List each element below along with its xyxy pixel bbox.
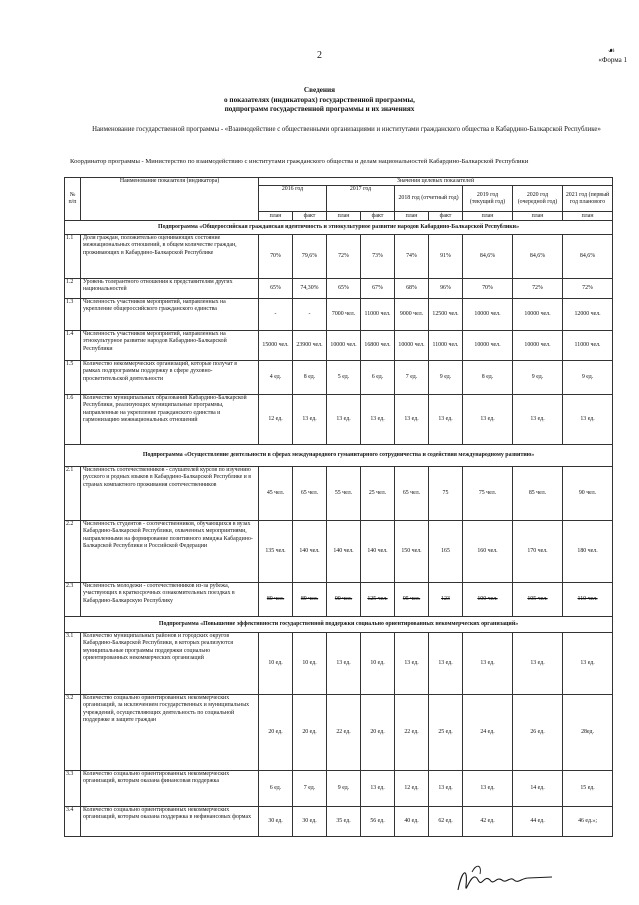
indicator-value: 90 чел. [563, 467, 613, 521]
indicator-value: 11000 чел. [563, 331, 613, 361]
indicator-value: 135 чел. [259, 521, 293, 583]
row-number: 1.2 [65, 279, 81, 299]
indicator-value: 55 чел. [327, 467, 361, 521]
col-num-header: № п/п [65, 178, 81, 221]
indicator-value: 110 чел. [563, 583, 613, 617]
indicator-value: 13 ед. [293, 395, 327, 445]
indicator-value: 10000 чел. [395, 331, 429, 361]
plan-header: план [259, 212, 293, 221]
indicator-value: 13 ед. [361, 395, 395, 445]
indicator-value: 72% [513, 279, 563, 299]
table-row [65, 331, 613, 361]
table-row [65, 299, 613, 331]
year-header: 2020 год (очередной год) [513, 186, 563, 212]
row-number: 2.3 [65, 583, 81, 617]
col-values-header: Значения целевых показателей [259, 178, 613, 186]
indicator-value: 91% [429, 235, 463, 279]
indicator-value: 170 чел. [513, 521, 563, 583]
table-row [65, 279, 613, 299]
indicators-table [64, 177, 613, 837]
indicator-value: 56 ед. [361, 807, 395, 837]
indicator-value: 73% [361, 235, 395, 279]
indicator-value: 72% [563, 279, 613, 299]
row-number: 1.4 [65, 331, 81, 361]
indicator-value: 6 ед. [361, 361, 395, 395]
indicator-value: 13 ед. [463, 771, 513, 807]
year-header: 2017 год [327, 186, 395, 212]
row-number: 3.4 [65, 807, 81, 837]
indicator-value: 10000 чел. [513, 299, 563, 331]
plan-header: план [395, 212, 429, 221]
row-number: 2.2 [65, 521, 81, 583]
signature [452, 860, 562, 902]
subprogram-title: Подпрограмма «Осуществление деятельности в сферах международного гуманитарного сотрудничества и содействия международному развитию» [65, 445, 613, 467]
indicator-value: 14 ед. [513, 771, 563, 807]
indicator-value: 70% [259, 235, 293, 279]
indicator-value: 25 ед. [429, 695, 463, 771]
indicator-value: 16800 чел. [361, 331, 395, 361]
table-row [65, 583, 613, 617]
plan-header: план [513, 212, 563, 221]
indicator-value: 100 чел. [463, 583, 513, 617]
indicator-value: 13 ед. [563, 633, 613, 695]
indicator-value: 9000 чел. [395, 299, 429, 331]
indicator-name: Количество социально ориентированных некоммерческих организаций, за исключением государственных и муниципальных учреждений, осуществляющих деятельность по социальной поддержке и защите граждан [81, 695, 259, 771]
indicator-value: 26 ед. [513, 695, 563, 771]
indicator-value: 44 ед. [513, 807, 563, 837]
indicator-value: 89 чел. [293, 583, 327, 617]
indicator-value: 65% [327, 279, 361, 299]
indicator-value: 65 чел. [293, 467, 327, 521]
table-row [65, 807, 613, 837]
indicator-value: 10000 чел. [327, 331, 361, 361]
indicator-value: 23900 чел. [293, 331, 327, 361]
plan-header: план [563, 212, 613, 221]
indicator-value: 75 чел. [463, 467, 513, 521]
indicator-value: 8 ед. [293, 361, 327, 395]
indicator-value: 5 ед. [327, 361, 361, 395]
year-header: 2021 год (первый год планового [563, 186, 613, 212]
margin-mark: ☙ [607, 46, 615, 55]
title-line: о показателях (индикаторах) государственной программы, [224, 95, 415, 104]
table-row [65, 695, 613, 771]
indicator-value: 30 ед. [293, 807, 327, 837]
indicator-value: 68% [395, 279, 429, 299]
form-label: «Форма 1 [598, 56, 627, 64]
indicator-value: 13 ед. [429, 633, 463, 695]
indicator-value: 62 ед. [429, 807, 463, 837]
indicator-value: 84,6% [463, 235, 513, 279]
indicator-value: 70% [463, 279, 513, 299]
table-row [65, 235, 613, 279]
indicator-value: 13 ед. [395, 633, 429, 695]
indicator-value: 35 ед. [327, 807, 361, 837]
program-name: Наименование государственной программы - «Взаимодействие с общественными организациями и институтами гражданского общества в Кабардино-Балкарской Республике» [92, 126, 601, 133]
indicator-value: - [259, 299, 293, 331]
year-header: 2018 год (отчетный год) [395, 186, 463, 212]
indicator-value: 140 чел. [327, 521, 361, 583]
indicator-value: 13 ед. [429, 395, 463, 445]
indicator-value: 9 ед. [429, 361, 463, 395]
indicator-value: 8 ед. [463, 361, 513, 395]
indicator-value: 9 ед. [563, 361, 613, 395]
indicator-value: 84,6% [513, 235, 563, 279]
indicator-value: 95 чел. [395, 583, 429, 617]
indicator-value: 10000 чел. [463, 299, 513, 331]
row-number: 3.2 [65, 695, 81, 771]
indicator-name: Количество муниципальных образований Кабардино-Балкарской Республики, реализующих муниципальные программы, направленные на укрепление гражданского единства и гармонизацию межнациональных отношений [81, 395, 259, 445]
indicator-value: 75 [429, 467, 463, 521]
indicator-value: 180 чел. [563, 521, 613, 583]
indicator-name: Количество социально ориентированных некоммерческих организаций, которым оказана финансовая поддержка [81, 771, 259, 807]
indicator-value: 9 ед. [327, 771, 361, 807]
indicator-value: 30 ед. [259, 807, 293, 837]
indicator-name: Количество социально ориентированных некоммерческих организаций, которым оказана поддержка в нефинансовых формах [81, 807, 259, 837]
indicator-value: 10000 чел. [463, 331, 513, 361]
row-number: 1.6 [65, 395, 81, 445]
indicator-value: 80 чел. [259, 583, 293, 617]
fact-header: факт [429, 212, 463, 221]
indicator-value: 125 чел. [361, 583, 395, 617]
row-number: 3.3 [65, 771, 81, 807]
indicator-value: 12500 чел. [429, 299, 463, 331]
indicator-value: 13 ед. [361, 771, 395, 807]
indicator-value: 12 ед. [395, 771, 429, 807]
indicator-value: 13 ед. [463, 395, 513, 445]
indicator-value: 22 ед. [395, 695, 429, 771]
table-row [65, 361, 613, 395]
indicator-value: 20 ед. [361, 695, 395, 771]
row-number: 3.1 [65, 633, 81, 695]
indicator-value: 15000 чел. [259, 331, 293, 361]
indicator-value: 65% [259, 279, 293, 299]
table-row [65, 633, 613, 695]
indicator-name: Доля граждан, положительно оценивающих состояние межнациональных отношений, в общем количестве граждан, проживающих в Кабардино-Балкарской Республике [81, 235, 259, 279]
indicator-value: 9 ед. [513, 361, 563, 395]
indicator-value: 85 чел. [513, 467, 563, 521]
table-row [65, 395, 613, 445]
fact-header: факт [361, 212, 395, 221]
subprogram-title: Подпрограмма «Общероссийская гражданская идентичность и этнокультурное развитие народов Кабардино-Балкарской Республики» [65, 221, 613, 235]
indicator-name: Количество муниципальных районов и городских округов Кабардино-Балкарской Республики, в которых реализуются муниципальные программы поддержки социально ориентированных некоммерческих организаций [81, 633, 259, 695]
indicator-value: 13 ед. [563, 395, 613, 445]
indicator-value: 25 чел. [361, 467, 395, 521]
indicator-value: 13 ед. [463, 633, 513, 695]
indicator-name: Уровень толерантного отношения к представителям других национальностей [81, 279, 259, 299]
indicator-value: 40 ед. [395, 807, 429, 837]
table-row [65, 771, 613, 807]
row-number: 1.3 [65, 299, 81, 331]
indicator-value: 24 ед. [463, 695, 513, 771]
indicator-value: 12000 чел. [563, 299, 613, 331]
indicator-value: 45 чел. [259, 467, 293, 521]
indicator-value: 65 чел. [395, 467, 429, 521]
indicator-value: 7 ед. [395, 361, 429, 395]
indicator-value: 12 ед. [259, 395, 293, 445]
indicator-value: - [293, 299, 327, 331]
year-header: 2016 год [259, 186, 327, 212]
indicator-value: 20 ед. [293, 695, 327, 771]
indicator-value: 22 ед. [327, 695, 361, 771]
indicator-value: 123 [429, 583, 463, 617]
table-row [65, 467, 613, 521]
row-number: 2.1 [65, 467, 81, 521]
indicator-name: Численность участников мероприятий, направленных на этнокультурное развитие народов Кабардино-Балкарской Республики [81, 331, 259, 361]
indicator-value: 4 ед. [259, 361, 293, 395]
indicator-value: 7000 чел. [327, 299, 361, 331]
subprogram-title: Подпрограмма «Повышение эффективности государственной поддержки социально ориентированных некоммерческих организаций» [65, 617, 613, 633]
indicator-value: 74,30% [293, 279, 327, 299]
indicator-value: 13 ед. [327, 395, 361, 445]
indicator-value: 20 ед. [259, 695, 293, 771]
indicator-value: 165 [429, 521, 463, 583]
indicator-value: 72% [327, 235, 361, 279]
indicator-value: 28ед. [563, 695, 613, 771]
indicator-name: Численность участников мероприятий, направленных на укрепление общероссийского гражданского единства [81, 299, 259, 331]
indicator-value: 67% [361, 279, 395, 299]
row-number: 1.1 [65, 235, 81, 279]
indicator-value: 140 чел. [361, 521, 395, 583]
indicator-name: Количество некоммерческих организаций, которые получат в рамках подпрограммы поддержку в сфере духовно-просветительской деятельности [81, 361, 259, 395]
indicator-value: 11000 чел. [361, 299, 395, 331]
indicator-value: 13 ед. [327, 633, 361, 695]
indicator-value: 13 ед. [513, 395, 563, 445]
indicator-value: 150 чел. [395, 521, 429, 583]
indicator-value: 105 чел. [513, 583, 563, 617]
program-coordinator: Координатор программы - Министерство по взаимодействию с институтами гражданского общества и делам национальностей Кабардино-Балкарской Республики [70, 158, 529, 165]
indicator-value: 13 ед. [395, 395, 429, 445]
indicator-name: Численность соотечественников - слушателей курсов по изучению русского и родных языков в Кабардино-Балкарской Республике и в странах компактного проживания соотечественников [81, 467, 259, 521]
indicator-value: 79,6% [293, 235, 327, 279]
indicator-name: Численность студентов - соотечественников, обучающихся в вузах Кабардино-Балкарской Республики, охваченных мероприятиями, направленными на формирование позитивного имиджа Кабардино-Балкарской Республики и Российской Федерации [81, 521, 259, 583]
indicator-value: 15 ед. [563, 771, 613, 807]
col-name-header: Наименование показателя (индикатора) [81, 178, 259, 221]
indicator-value: 13 ед. [429, 771, 463, 807]
indicator-value: 10 ед. [361, 633, 395, 695]
indicator-value: 10000 чел. [513, 331, 563, 361]
indicator-value: 42 ед. [463, 807, 513, 837]
indicator-value: 96% [429, 279, 463, 299]
plan-header: план [463, 212, 513, 221]
indicator-value: 10 ед. [259, 633, 293, 695]
indicator-value: 46 ед.»; [563, 807, 613, 837]
table-row [65, 521, 613, 583]
title-line: Сведения [303, 86, 336, 94]
indicator-value: 6 ед. [259, 771, 293, 807]
indicator-value: 74% [395, 235, 429, 279]
indicator-value: 7 ед. [293, 771, 327, 807]
indicator-value: 140 чел. [293, 521, 327, 583]
indicator-value: 13 ед. [513, 633, 563, 695]
year-header: 2019 год (текущий год) [463, 186, 513, 212]
indicator-value: 84,6% [563, 235, 613, 279]
document-title [0, 86, 639, 115]
page-number: 2 [317, 50, 322, 61]
indicator-name: Численность молодежи - соотечественников из-за рубежа, участвующих в краткосрочных ознакомительных поездках в Кабардино-Балкарскую Республику [81, 583, 259, 617]
plan-header: план [327, 212, 361, 221]
fact-header: факт [293, 212, 327, 221]
indicator-value: 90 чел. [327, 583, 361, 617]
indicator-value: 10 ед. [293, 633, 327, 695]
title-line: подпрограмм государственной программы и их значениях [224, 105, 415, 113]
indicator-value: 11000 чел. [429, 331, 463, 361]
indicator-value: 160 чел. [463, 521, 513, 583]
row-number: 1.5 [65, 361, 81, 395]
